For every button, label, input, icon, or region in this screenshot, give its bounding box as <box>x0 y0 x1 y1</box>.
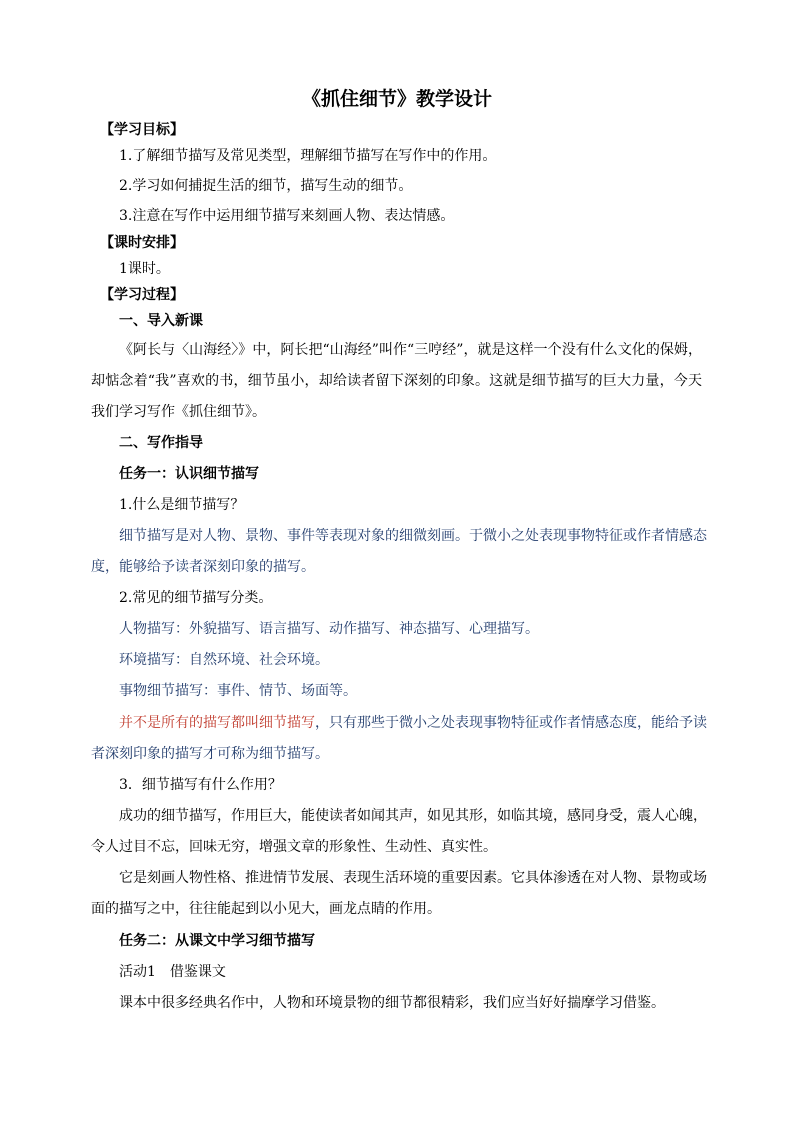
part-2-heading: 二、写作指导 <box>119 435 203 451</box>
task-2-heading: 任务二：从课文中学习细节描写 <box>119 933 315 949</box>
schedule-text: 1课时。 <box>119 261 170 277</box>
type-environment: 环境描写：自然环境、社会环境。 <box>119 652 329 668</box>
type-person: 人物描写：外貌描写、语言描写、动作描写、神态描写、心理描写。 <box>119 621 539 637</box>
activity-1-text: 课本中很多经典名作中，人物和环境景物的细节都很精彩，我们应当好好揣摩学习借鉴。 <box>119 995 665 1011</box>
question-1: 1.什么是细节描写？ <box>119 497 245 513</box>
note-highlight: 并不是所有的描写都叫细节描写 <box>119 715 315 731</box>
goal-1: 1.了解细节描写及常见类型，理解细节描写在写作中的作用。 <box>119 148 497 164</box>
role-line-2: 面的描写之中，往往能起到以小见大，画龙点睛的作用。 <box>91 901 441 917</box>
effect-line-2: 令人过目不忘，回味无穷，增强文章的形象性、生动性、真实性。 <box>91 839 497 855</box>
intro-line-2: 却惦念着“我”喜欢的书，细节虽小，却给读者留下深刻的印象。这就是细节描写的巨大力量，今天 <box>91 373 702 389</box>
document-title: 《抓住细节》教学设计 <box>301 88 492 110</box>
question-3: 3．细节描写有什么作用？ <box>119 777 282 793</box>
activity-1: 活动1 借鉴课文 <box>119 964 226 980</box>
part-1-heading: 一、导入新课 <box>119 313 203 329</box>
definition-line-1: 细节描写是对人物、景物、事件等表现对象的细微刻画。于微小之处表现事物特征或作者情感态 <box>119 528 707 544</box>
question-2: 2.常见的细节描写分类。 <box>119 590 273 606</box>
note-line-1-rest: ，只有那些于微小之处表现事物特征或作者情感态度，能给予读 <box>315 715 707 731</box>
intro-line-1: 《阿长与〈山海经〉》中，阿长把“山海经”叫作“三哼经”，就是这样一个没有什么文化的保姆， <box>119 342 702 358</box>
effect-line-1: 成功的细节描写，作用巨大，能使读者如闻其声，如见其形，如临其境，感同身受，震人心魄， <box>119 808 707 824</box>
goal-3: 3.注意在写作中运用细节描写来刻画人物、表达情感。 <box>119 208 455 224</box>
goals-heading: 【学习目标】 <box>100 122 184 138</box>
type-event: 事物细节描写：事件、情节、场面等。 <box>119 683 357 699</box>
note-line-2: 者深刻印象的描写才可称为细节描写。 <box>91 746 329 762</box>
schedule-heading: 【课时安排】 <box>100 235 184 251</box>
intro-line-3: 我们学习写作《抓住细节》。 <box>91 404 266 420</box>
definition-line-2: 度，能够给予读者深刻印象的描写。 <box>91 559 315 575</box>
process-heading: 【学习过程】 <box>100 287 184 303</box>
note-line-1 <box>119 713 707 733</box>
task-1-heading: 任务一：认识细节描写 <box>119 466 259 482</box>
role-line-1: 它是刻画人物性格、推进情节发展、表现生活环境的重要因素。它具体渗透在对人物、景物或场 <box>119 870 707 886</box>
goal-2: 2.学习如何捕捉生活的细节，描写生动的细节。 <box>119 178 413 194</box>
